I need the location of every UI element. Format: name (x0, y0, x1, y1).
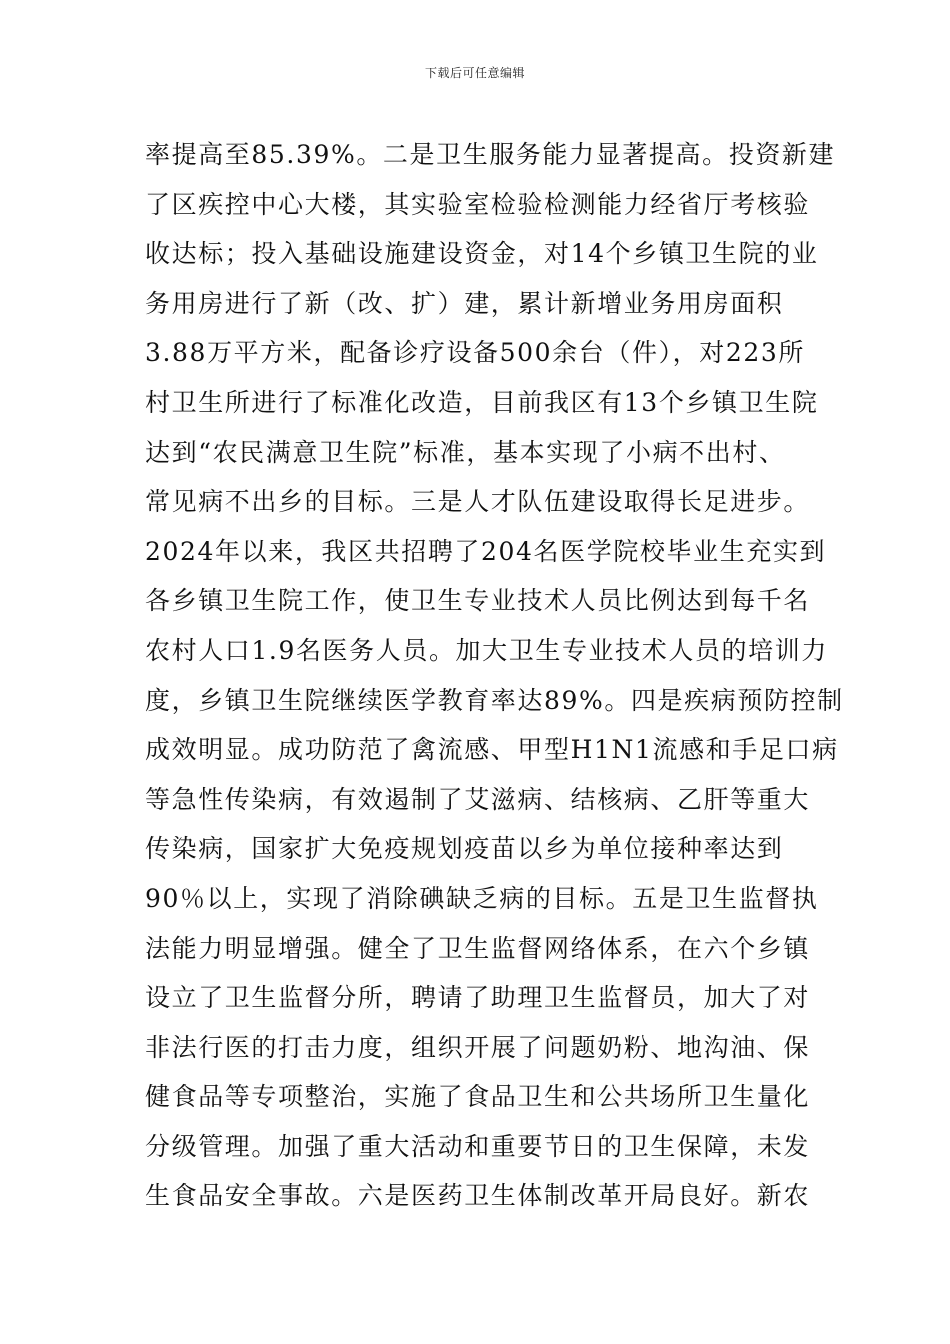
text-line: 健食品等专项整治，实施了食品卫生和公共场所卫生量化 (145, 1082, 811, 1112)
text-line: 非法行医的打击力度，组织开展了问题奶粉、地沟油、保 (145, 1032, 811, 1062)
text-line: 收达标；投入基础设施建设资金，对14个乡镇卫生院的业 (145, 239, 819, 269)
text-line: 度，乡镇卫生院继续医学教育率达89%。四是疾病预防控制 (145, 685, 844, 715)
text-line: 各乡镇卫生院工作，使卫生专业技术人员比例达到每千名 (145, 586, 811, 616)
text-line: 设立了卫生监督分所，聘请了助理卫生监督员，加大了对 (145, 983, 811, 1013)
text-line: 法能力明显增强。健全了卫生监督网络体系，在六个乡镇 (145, 933, 811, 963)
body-paragraph (145, 130, 844, 1221)
text-line: 传染病，国家扩大免疫规划疫苗以乡为单位接种率达到 (145, 834, 784, 864)
text-line: 达到“农民满意卫生院”标准，基本实现了小病不出村、 (145, 437, 786, 467)
text-line: 分级管理。加强了重大活动和重要节日的卫生保障，未发 (145, 1131, 811, 1161)
text-line: 90％以上，实现了消除碘缺乏病的目标。五是卫生监督执 (145, 883, 819, 913)
text-line: 3.88万平方米，配备诊疗设备500余台（件），对223所 (145, 338, 806, 368)
text-line: 常见病不出乡的目标。三是人才队伍建设取得长足进步。 (145, 487, 811, 517)
text-line: 农村人口1.9名医务人员。加大卫生专业技术人员的培训力 (145, 635, 828, 665)
text-line: 务用房进行了新（改、扩）建，累计新增业务用房面积 (145, 288, 784, 318)
text-line: 率提高至85.39%。二是卫生服务能力显著提高。投资新建 (145, 140, 836, 169)
text-line: 了区疾控中心大楼，其实验室检验检测能力经省厅考核验 (145, 189, 811, 219)
text-line: 等急性传染病，有效遏制了艾滋病、结核病、乙肝等重大 (145, 784, 811, 814)
text-line: 成效明显。成功防范了禽流感、甲型H1N1流感和手足口病 (145, 735, 839, 765)
text-line: 村卫生所进行了标准化改造，目前我区有13个乡镇卫生院 (145, 387, 819, 417)
text-line: 生食品安全事故。六是医药卫生体制改革开局良好。新农 (145, 1181, 811, 1211)
page-header: 下载后可任意编辑 (424, 66, 525, 80)
text-line: 2024年以来，我区共招聘了204名医学院校毕业生充实到 (145, 536, 827, 566)
